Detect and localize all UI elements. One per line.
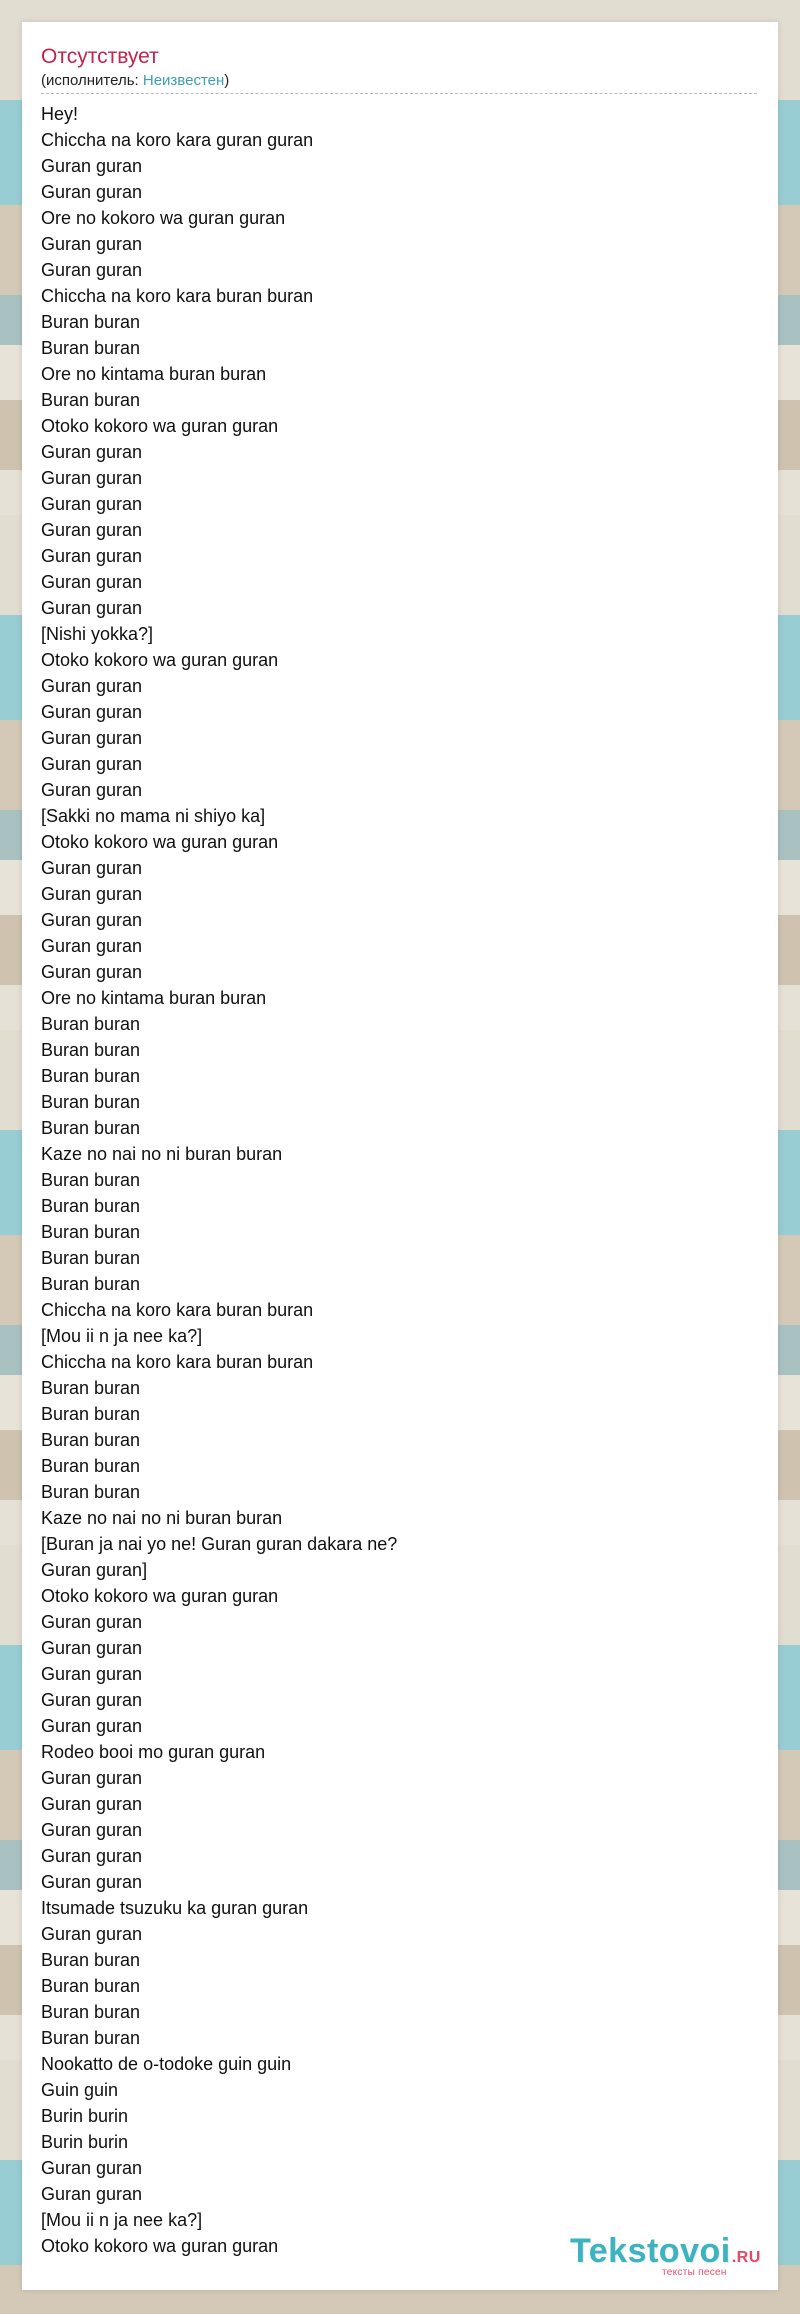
lyric-line: Chiccha na koro kara buran buran (41, 1352, 314, 1372)
lyric-line: Buran buran (41, 1404, 141, 1424)
artist-link[interactable]: Неизвестен (142, 72, 225, 89)
lyric-line: Buran buran (41, 1118, 141, 1138)
lyric-line: Otoko kokoro wa guran guran (41, 832, 279, 852)
lyric-line: Guran guran (41, 1716, 143, 1736)
lyric-line: [Nishi yokka?] (41, 624, 154, 644)
divider (41, 93, 757, 94)
lyric-line: Buran buran (41, 1976, 141, 1996)
lyric-line: Buran buran (41, 1066, 141, 1086)
lyric-line: Kaze no nai no ni buran buran (41, 1508, 283, 1528)
lyric-line: Chiccha na koro kara buran buran (41, 1300, 314, 1320)
lyric-line: Guran guran (41, 1664, 143, 1684)
lyric-line: Buran buran (41, 1456, 141, 1476)
lyric-line: Guran guran (41, 182, 143, 202)
lyric-line: Ore no kokoro wa guran guran (41, 208, 286, 228)
lyrics-card (22, 22, 778, 2290)
lyric-line: Guran guran (41, 546, 143, 566)
lyric-line: Buran buran (41, 338, 141, 358)
logo-tagline: тексты песен (662, 2267, 727, 2278)
lyric-line: Nookatto de o-todoke guin guin (41, 2054, 292, 2074)
lyric-line: Guran guran (41, 780, 143, 800)
lyric-line: Guran guran (41, 962, 143, 982)
lyric-line: Guran guran (41, 1794, 143, 1814)
site-logo[interactable] (570, 2232, 770, 2282)
lyric-line: Itsumade tsuzuku ka guran guran (41, 1898, 309, 1918)
lyric-line: Buran buran (41, 1482, 141, 1502)
lyric-line: Buran buran (41, 1430, 141, 1450)
lyric-line: [Sakki no mama ni shiyo ka] (41, 806, 266, 826)
lyric-line: Otoko kokoro wa guran guran (41, 650, 279, 670)
lyric-line: [Mou ii n ja nee ka?] (41, 1326, 203, 1346)
lyric-line: Guran guran (41, 2158, 143, 2178)
lyric-line: Guran guran (41, 260, 143, 280)
lyric-line: Guran guran (41, 1872, 143, 1892)
lyric-line: Guran guran (41, 598, 143, 618)
lyric-line: Rodeo booi mo guran guran (41, 1742, 266, 1762)
lyric-line: Guran guran (41, 910, 143, 930)
lyric-line: Buran buran (41, 1248, 141, 1268)
lyric-line: Guran guran (41, 1638, 143, 1658)
lyric-line: [Buran ja nai yo ne! Guran guran dakara ne? (41, 1534, 398, 1554)
lyric-line: Guran guran (41, 884, 143, 904)
lyric-line: Guran guran (41, 520, 143, 540)
artist-suffix: ) (224, 72, 230, 89)
lyric-line: Guran guran (41, 2184, 143, 2204)
lyric-line: Guran guran (41, 1768, 143, 1788)
lyric-line: Guran guran (41, 494, 143, 514)
lyric-line: Kaze no nai no ni buran buran (41, 1144, 283, 1164)
lyric-line: Guran guran (41, 1846, 143, 1866)
lyric-line: Ore no kintama buran buran (41, 988, 267, 1008)
lyrics-text (41, 101, 397, 2259)
lyric-line: Hey! (41, 104, 79, 124)
lyric-line: Guran guran (41, 728, 143, 748)
lyric-line: Guran guran (41, 1820, 143, 1840)
lyric-line: Buran buran (41, 1274, 141, 1294)
lyric-line: Guran guran (41, 572, 143, 592)
lyric-line: Otoko kokoro wa guran guran (41, 2236, 279, 2256)
lyric-line: Buran buran (41, 2028, 141, 2048)
logo-name: Tekstovoi (570, 2232, 731, 2270)
lyric-line: Otoko kokoro wa guran guran (41, 1586, 279, 1606)
lyric-line: Guran guran (41, 1690, 143, 1710)
lyric-line: Buran buran (41, 1950, 141, 1970)
lyric-line: Buran buran (41, 1196, 141, 1216)
lyric-line: Buran buran (41, 2002, 141, 2022)
lyric-line: Chiccha na koro kara guran guran (41, 130, 314, 150)
lyric-line: Guin guin (41, 2080, 119, 2100)
lyric-line: Guran guran (41, 676, 143, 696)
lyric-line: Ore no kintama buran buran (41, 364, 267, 384)
lyric-line: Guran guran (41, 442, 143, 462)
lyric-line: Burin burin (41, 2132, 129, 2152)
lyric-line: Guran guran (41, 858, 143, 878)
lyric-line: Buran buran (41, 1014, 141, 1034)
lyric-line: Otoko kokoro wa guran guran (41, 416, 279, 436)
lyric-line: Guran guran (41, 702, 143, 722)
lyric-line: Buran buran (41, 312, 141, 332)
lyric-line: Guran guran (41, 156, 143, 176)
artist-line (41, 72, 229, 90)
lyric-line: Buran buran (41, 1040, 141, 1060)
lyric-line: [Mou ii n ja nee ka?] (41, 2210, 203, 2230)
song-title: Отсутствует (41, 45, 159, 68)
lyric-line: Guran guran (41, 936, 143, 956)
lyric-line: Buran buran (41, 1092, 141, 1112)
lyric-line: Buran buran (41, 1222, 141, 1242)
artist-prefix: (исполнитель: (41, 72, 143, 89)
lyric-line: Buran buran (41, 390, 141, 410)
lyric-line: Guran guran (41, 754, 143, 774)
lyric-line: Burin burin (41, 2106, 129, 2126)
lyric-line: Buran buran (41, 1378, 141, 1398)
lyric-line: Guran guran (41, 234, 143, 254)
logo-tld: .RU (731, 2249, 761, 2266)
lyric-line: Chiccha na koro kara buran buran (41, 286, 314, 306)
lyric-line: Guran guran] (41, 1560, 148, 1580)
lyric-line: Buran buran (41, 1170, 141, 1190)
lyric-line: Guran guran (41, 468, 143, 488)
lyric-line: Guran guran (41, 1924, 143, 1944)
lyric-line: Guran guran (41, 1612, 143, 1632)
